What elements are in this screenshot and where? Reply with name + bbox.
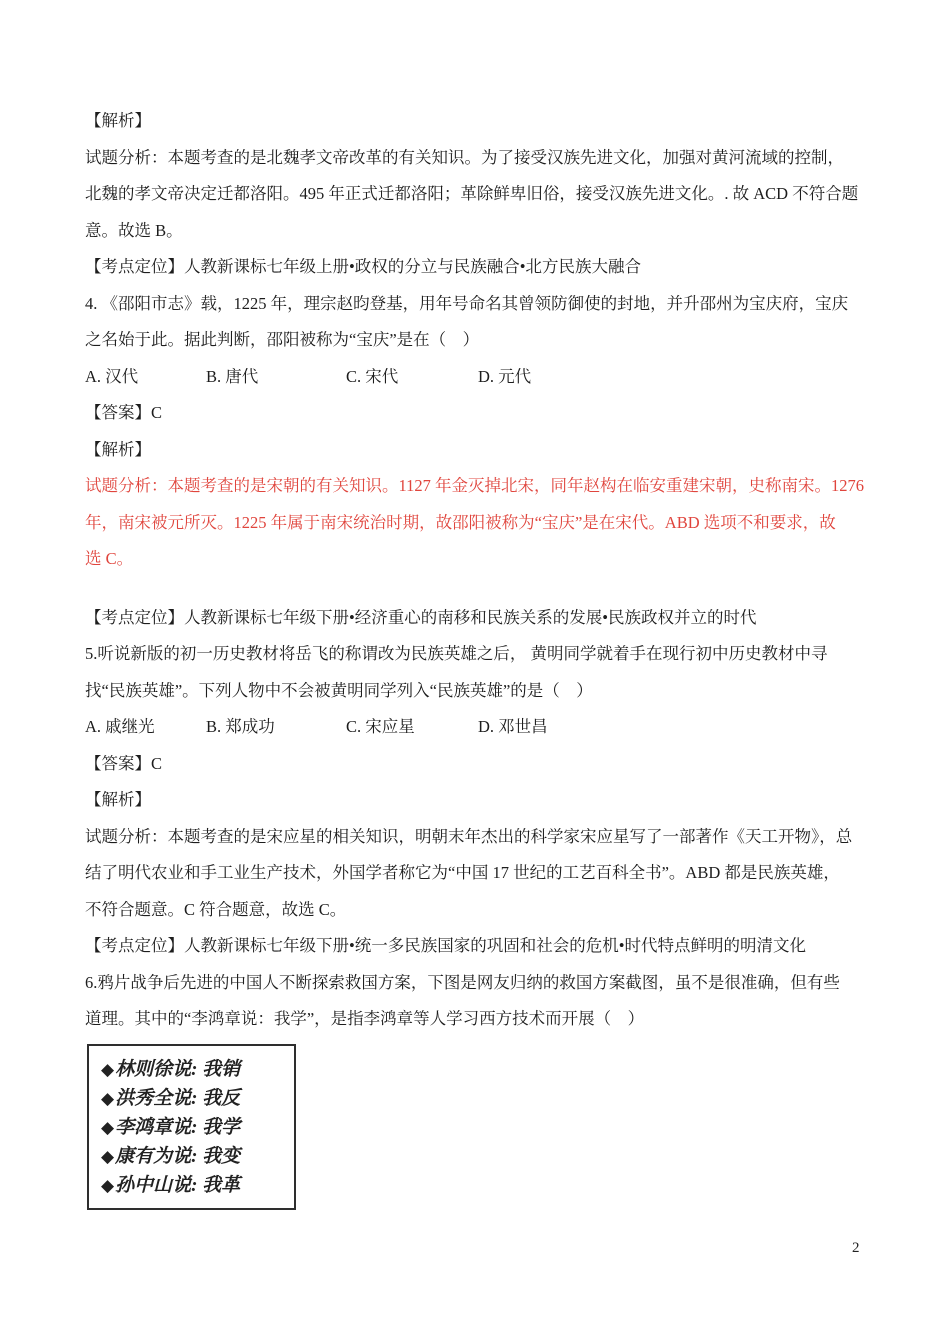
- page-number: 2: [852, 1240, 860, 1256]
- q3-analysis-label: 【解析】: [85, 111, 151, 130]
- q6-stem-line: 6.鸦片战争后先进的中国人不断探索救国方案，下图是网友归纳的救国方案截图，虽不是很准确，但有些: [85, 972, 840, 992]
- diamond-bullet-icon: ◆: [101, 1088, 115, 1108]
- q4-analysis-label: 【解析】: [85, 439, 151, 459]
- q4-analysis-line-red: 试题分析：本题考查的是宋朝的有关知识。1127 年金灭掉北宋，同年赵构在临安重建宋朝，史称南宋。1276: [85, 476, 865, 495]
- q4-analysis-line-red: 选 C。: [85, 549, 134, 568]
- document-body: [85, 103, 885, 1210]
- q4-stem-line: 之名始于此。据此判断，邵阳被称为“宝庆”是在（ ）: [85, 330, 480, 349]
- q5-stem-line: 找“民族英雄”。下列人物中不会被黄明同学列入“民族英雄”的是（ ）: [85, 680, 593, 700]
- q6-stem-line: 道理。其中的“李鸿章说：我学”，是指李鸿章等人学习西方技术而开展（ ）: [85, 1009, 645, 1028]
- figure-item: [101, 1142, 288, 1171]
- diamond-bullet-icon: ◆: [101, 1059, 115, 1079]
- savior-plan-figure: [87, 1044, 296, 1210]
- figure-item-text: 林则徐说: 我销: [115, 1058, 241, 1080]
- q5-stem-line: 5.听说新版的初一历史教材将岳飞的称谓改为民族英雄之后， 黄明同学就着手在现行初中历史教材中寻: [85, 644, 828, 663]
- figure-item: [101, 1171, 288, 1200]
- q5-analysis-line: 结了明代农业和手工业生产技术，外国学者称它为“中国 17 世纪的工艺百科全书”。ABD 都是民族英雄，: [85, 863, 840, 882]
- q4-option-b: B. 唐代: [206, 366, 259, 386]
- figure-item-text: 康有为说: 我变: [115, 1145, 241, 1167]
- q5-option-a: A. 戚继光: [85, 717, 155, 736]
- q5-option-d: D. 邓世昌: [478, 717, 548, 736]
- q4-stem-line: 4. 《邵阳市志》载，1225 年，理宗赵昀登基，用年号命名其曾领防御使的封地，并升邵州为宝庆府，宝庆: [85, 293, 849, 313]
- q4-options-row: [85, 359, 885, 396]
- figure-item-text: 李鸿章说: 我学: [115, 1116, 241, 1138]
- q5-exam-point: 【考点定位】人教新课标七年级下册•统一多民族国家的巩固和社会的危机•时代特点鲜明的明清文化: [85, 936, 807, 955]
- q4-option-a: A. 汉代: [85, 366, 139, 386]
- figure-item: [101, 1113, 288, 1142]
- diamond-bullet-icon: ◆: [101, 1146, 115, 1166]
- diamond-bullet-icon: ◆: [101, 1175, 115, 1195]
- q4-analysis-line-red: 年，南宋被元所灭。1225 年属于南宋统治时期，故邵阳被称为“宝庆”是在宋代。ABD 选项不和要求，故: [85, 512, 836, 532]
- figure-item: [101, 1055, 288, 1084]
- q4-answer: 【答案】C: [85, 403, 163, 422]
- q5-analysis-line: 试题分析：本题考查的是宋应星的相关知识，明朝末年杰出的科学家宋应星写了一部著作《天工开物》，总: [85, 826, 853, 846]
- q5-answer: 【答案】C: [85, 753, 163, 773]
- q5-option-b: B. 郑成功: [206, 717, 275, 736]
- q3-analysis-line: 试题分析：本题考查的是北魏孝文帝改革的有关知识。为了接受汉族先进文化，加强对黄河流域的控制，: [85, 147, 844, 167]
- figure-item-text: 孙中山说: 我革: [115, 1174, 241, 1196]
- q5-options-row: [85, 709, 885, 746]
- q3-exam-point: 【考点定位】人教新课标七年级上册•政权的分立与民族融合•北方民族大融合: [85, 257, 642, 276]
- q5-analysis-label: 【解析】: [85, 790, 151, 809]
- q3-analysis-line: 意。故选 B。: [85, 220, 183, 240]
- q4-exam-point: 【考点定位】人教新课标七年级下册•经济重心的南移和民族关系的发展•民族政权并立的时代: [85, 607, 757, 627]
- diamond-bullet-icon: ◆: [101, 1117, 115, 1137]
- q3-analysis-line: 北魏的孝文帝决定迁都洛阳。495 年正式迁都洛阳；革除鲜卑旧俗，接受汉族先进文化。. 故 ACD 不符合题: [85, 184, 859, 203]
- figure-item: [101, 1084, 288, 1113]
- figure-item-text: 洪秀全说: 我反: [115, 1087, 241, 1109]
- q4-option-c: C. 宋代: [346, 366, 399, 386]
- q4-option-d: D. 元代: [478, 366, 532, 386]
- q5-option-c: C. 宋应星: [346, 717, 415, 736]
- q5-analysis-line: 不符合题意。C 符合题意，故选 C。: [85, 899, 347, 919]
